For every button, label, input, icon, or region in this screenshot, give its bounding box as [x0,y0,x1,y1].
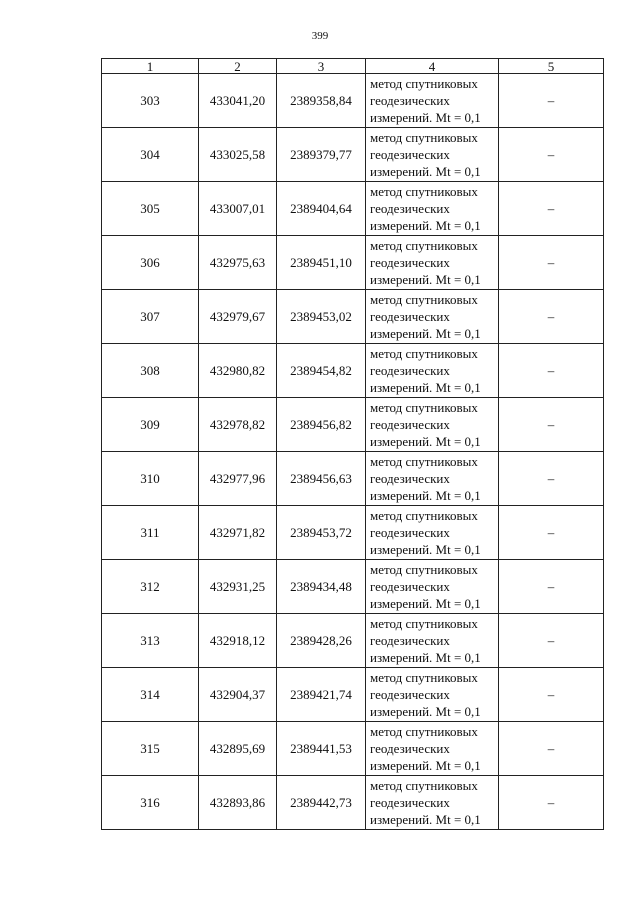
note-cell: – [499,290,604,344]
note-cell: – [499,722,604,776]
point-number-cell: 305 [102,182,199,236]
column-header-1: 1 [102,59,199,74]
method-description-line: измерений. Mt = 0,1 [370,704,481,719]
x-coordinate-cell: 432978,82 [199,398,277,452]
method-description-line: геодезических [370,93,450,108]
method-description-cell [366,290,499,344]
note-cell: – [499,506,604,560]
table-row [102,776,604,830]
x-coordinate-cell: 433007,01 [199,182,277,236]
method-description-line: метод спутниковых [370,562,478,577]
method-description-line: геодезических [370,633,450,648]
column-header-3: 3 [277,59,366,74]
method-description-cell [366,668,499,722]
method-description-line: метод спутниковых [370,346,478,361]
point-number-cell: 313 [102,614,199,668]
y-coordinate-cell: 2389404,64 [277,182,366,236]
point-number-cell: 303 [102,74,199,128]
method-description-line: измерений. Mt = 0,1 [370,434,481,449]
table-row [102,182,604,236]
method-description-line: измерений. Mt = 0,1 [370,542,481,557]
method-description-cell [366,614,499,668]
table-row [102,722,604,776]
note-cell: – [499,398,604,452]
x-coordinate-cell: 432975,63 [199,236,277,290]
page-number: 399 [311,30,329,42]
x-coordinate-cell: 432895,69 [199,722,277,776]
y-coordinate-cell: 2389421,74 [277,668,366,722]
method-description-line: метод спутниковых [370,616,478,631]
method-description-line: метод спутниковых [370,76,478,91]
method-description-line: измерений. Mt = 0,1 [370,488,481,503]
method-description-line: геодезических [370,147,450,162]
point-number-cell: 310 [102,452,199,506]
note-cell: – [499,182,604,236]
x-coordinate-cell: 432979,67 [199,290,277,344]
x-coordinate-cell: 433025,58 [199,128,277,182]
point-number-cell: 308 [102,344,199,398]
method-description-line: измерений. Mt = 0,1 [370,812,481,827]
y-coordinate-cell: 2389428,26 [277,614,366,668]
note-cell: – [499,776,604,830]
point-number-cell: 309 [102,398,199,452]
point-number-cell: 306 [102,236,199,290]
method-description-line: геодезических [370,525,450,540]
point-number-cell: 316 [102,776,199,830]
table-row [102,560,604,614]
method-description-line: геодезических [370,579,450,594]
note-cell: – [499,236,604,290]
method-description-cell [366,506,499,560]
point-number-cell: 304 [102,128,199,182]
method-description-cell [366,236,499,290]
coordinates-table [101,58,604,830]
point-number-cell: 315 [102,722,199,776]
method-description-line: измерений. Mt = 0,1 [370,650,481,665]
column-header-5: 5 [499,59,604,74]
table-header-row [102,59,604,74]
x-coordinate-cell: 432971,82 [199,506,277,560]
y-coordinate-cell: 2389454,82 [277,344,366,398]
method-description-line: геодезических [370,795,450,810]
method-description-line: измерений. Mt = 0,1 [370,326,481,341]
y-coordinate-cell: 2389434,48 [277,560,366,614]
column-header-4: 4 [366,59,499,74]
method-description-line: геодезических [370,741,450,756]
method-description-cell [366,344,499,398]
method-description-line: измерений. Mt = 0,1 [370,596,481,611]
y-coordinate-cell: 2389442,73 [277,776,366,830]
table-row [102,344,604,398]
table-body [102,59,604,830]
x-coordinate-cell: 432931,25 [199,560,277,614]
method-description-line: метод спутниковых [370,292,478,307]
note-cell: – [499,452,604,506]
method-description-line: метод спутниковых [370,454,478,469]
method-description-line: метод спутниковых [370,508,478,523]
method-description-line: геодезических [370,201,450,216]
method-description-line: метод спутниковых [370,130,478,145]
x-coordinate-cell: 432980,82 [199,344,277,398]
method-description-cell [366,182,499,236]
method-description-line: измерений. Mt = 0,1 [370,164,481,179]
note-cell: – [499,74,604,128]
x-coordinate-cell: 432977,96 [199,452,277,506]
method-description-line: геодезических [370,309,450,324]
x-coordinate-cell: 433041,20 [199,74,277,128]
y-coordinate-cell: 2389456,63 [277,452,366,506]
x-coordinate-cell: 432918,12 [199,614,277,668]
method-description-line: геодезических [370,471,450,486]
method-description-line: измерений. Mt = 0,1 [370,272,481,287]
note-cell: – [499,614,604,668]
note-cell: – [499,668,604,722]
y-coordinate-cell: 2389456,82 [277,398,366,452]
y-coordinate-cell: 2389451,10 [277,236,366,290]
point-number-cell: 314 [102,668,199,722]
table-row [102,236,604,290]
method-description-cell [366,560,499,614]
method-description-cell [366,74,499,128]
table-row [102,128,604,182]
table-row [102,74,604,128]
table-row [102,506,604,560]
point-number-cell: 311 [102,506,199,560]
method-description-cell [366,128,499,182]
note-cell: – [499,344,604,398]
method-description-line: геодезических [370,417,450,432]
method-description-line: геодезических [370,363,450,378]
table-row [102,614,604,668]
table-row [102,668,604,722]
point-number-cell: 307 [102,290,199,344]
table-row [102,452,604,506]
table-row [102,398,604,452]
method-description-line: геодезических [370,687,450,702]
method-description-cell [366,452,499,506]
x-coordinate-cell: 432893,86 [199,776,277,830]
y-coordinate-cell: 2389379,77 [277,128,366,182]
note-cell: – [499,128,604,182]
method-description-line: метод спутниковых [370,670,478,685]
method-description-line: измерений. Mt = 0,1 [370,110,481,125]
method-description-line: метод спутниковых [370,184,478,199]
method-description-line: геодезических [370,255,450,270]
method-description-line: измерений. Mt = 0,1 [370,758,481,773]
method-description-line: метод спутниковых [370,724,478,739]
method-description-line: метод спутниковых [370,400,478,415]
method-description-line: измерений. Mt = 0,1 [370,380,481,395]
point-number-cell: 312 [102,560,199,614]
y-coordinate-cell: 2389358,84 [277,74,366,128]
method-description-cell [366,776,499,830]
y-coordinate-cell: 2389453,72 [277,506,366,560]
note-cell: – [499,560,604,614]
x-coordinate-cell: 432904,37 [199,668,277,722]
method-description-line: метод спутниковых [370,238,478,253]
method-description-cell [366,722,499,776]
method-description-line: измерений. Mt = 0,1 [370,218,481,233]
y-coordinate-cell: 2389441,53 [277,722,366,776]
method-description-cell [366,398,499,452]
method-description-line: метод спутниковых [370,778,478,793]
table-row [102,290,604,344]
y-coordinate-cell: 2389453,02 [277,290,366,344]
column-header-2: 2 [199,59,277,74]
